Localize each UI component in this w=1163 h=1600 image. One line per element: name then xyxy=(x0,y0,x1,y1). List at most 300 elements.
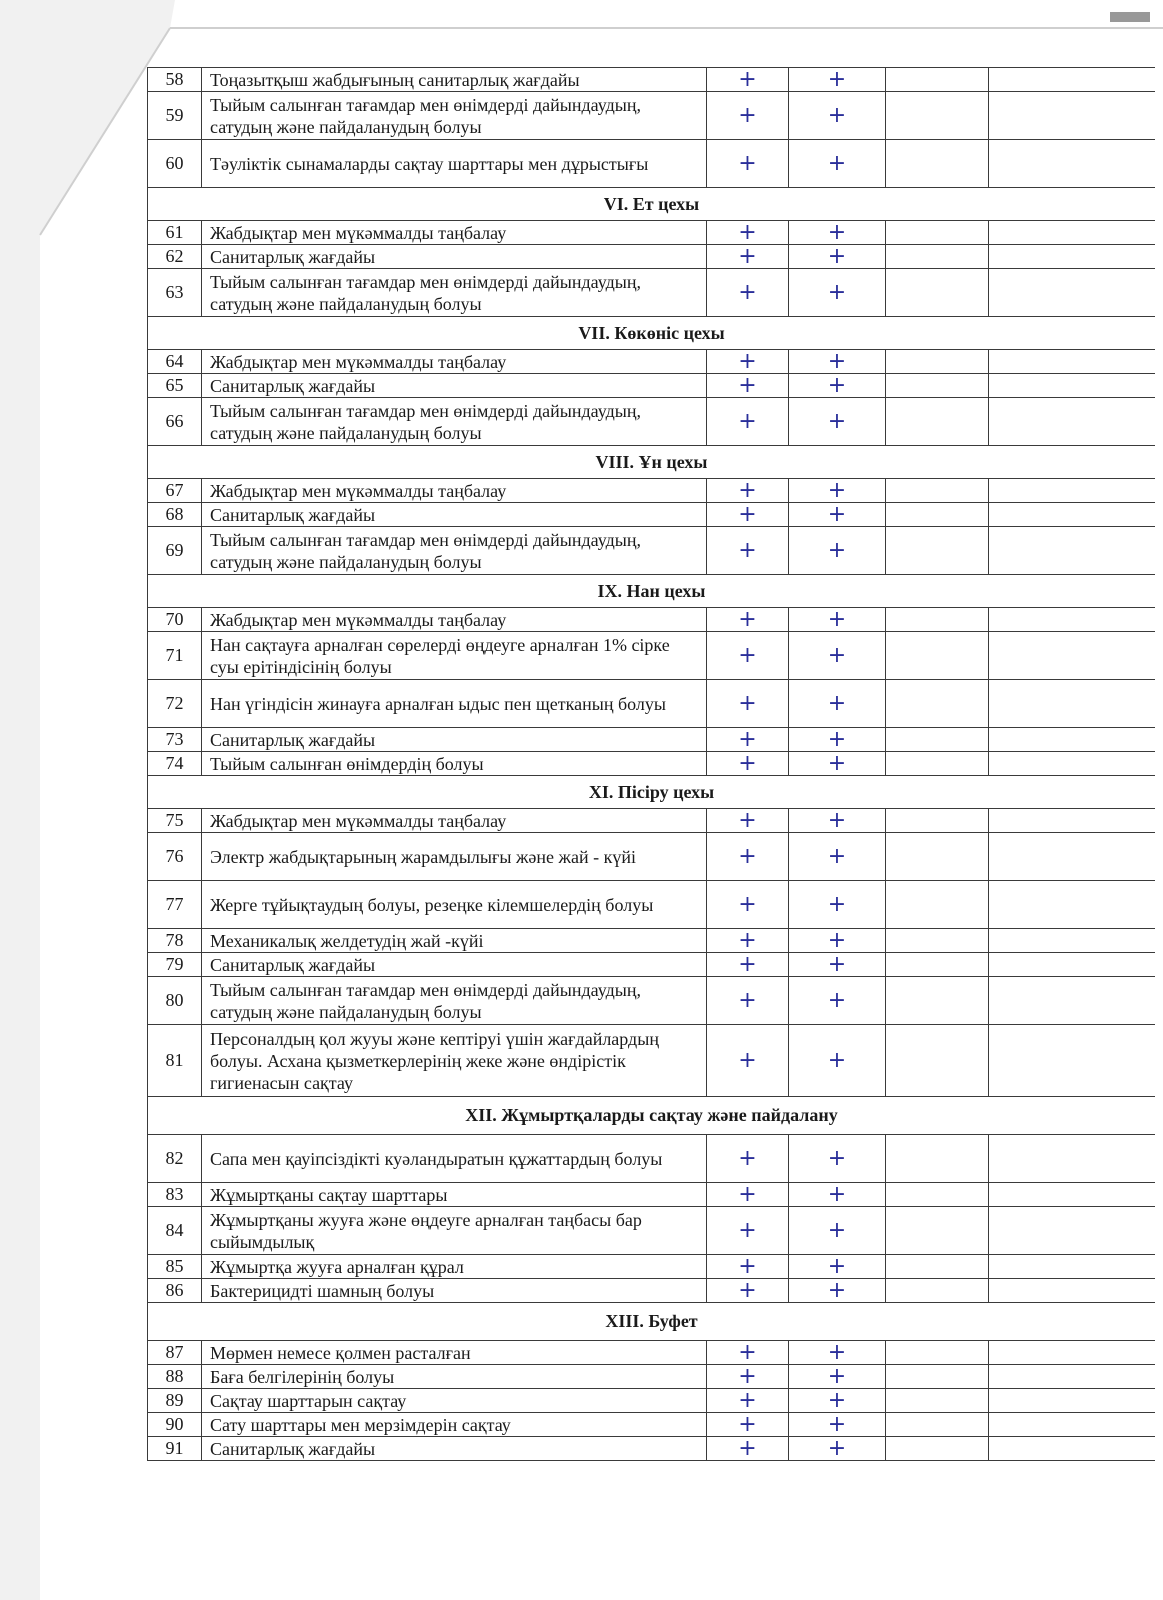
handwritten-plus-mark: + xyxy=(827,1047,847,1073)
handwritten-plus-mark: + xyxy=(827,243,847,269)
handwritten-plus-mark: + xyxy=(827,102,847,128)
empty-cell xyxy=(886,1437,989,1461)
table-row xyxy=(148,1413,1156,1437)
empty-cell xyxy=(886,728,989,752)
handwritten-plus-mark: + xyxy=(738,150,757,176)
row-number: 82 xyxy=(148,1135,202,1183)
handwritten-plus-mark: + xyxy=(738,1253,757,1279)
section-header-row xyxy=(148,776,1156,809)
empty-cell xyxy=(989,221,1156,245)
criterion-text: Нан сақтауға арналған сөрелерді өңдеуге арналған 1% сірке суы ерітіндісінің болуы xyxy=(202,632,707,680)
mark-cell-1 xyxy=(707,374,789,398)
mark-cell-1 xyxy=(707,833,789,881)
empty-cell xyxy=(989,1365,1156,1389)
section-header-row xyxy=(148,575,1156,608)
table-row xyxy=(148,752,1156,776)
row-number: 73 xyxy=(148,728,202,752)
row-number: 90 xyxy=(148,1413,202,1437)
section-header-row xyxy=(148,446,1156,479)
handwritten-plus-mark: + xyxy=(738,987,757,1013)
table-row xyxy=(148,92,1156,140)
mark-cell-1 xyxy=(707,245,789,269)
section-title: VIII. Ұн цехы xyxy=(148,446,1156,479)
mark-cell-2 xyxy=(789,1437,886,1461)
handwritten-plus-mark: + xyxy=(738,537,757,563)
row-number: 67 xyxy=(148,479,202,503)
inspection-checklist-table xyxy=(147,67,1155,1461)
handwritten-plus-mark: + xyxy=(738,102,757,128)
table-row xyxy=(148,479,1156,503)
criterion-text: Жұмыртқаны жууға және өңдеуге арналған таңбасы бар сыйымдылық xyxy=(202,1207,707,1255)
mark-cell-2 xyxy=(789,1413,886,1437)
handwritten-plus-mark: + xyxy=(827,927,847,953)
mark-cell-2 xyxy=(789,374,886,398)
handwritten-plus-mark: + xyxy=(738,348,757,374)
row-number: 85 xyxy=(148,1255,202,1279)
row-number: 61 xyxy=(148,221,202,245)
mark-cell-2 xyxy=(789,1279,886,1303)
mark-cell-1 xyxy=(707,221,789,245)
mark-cell-2 xyxy=(789,269,886,317)
empty-cell xyxy=(989,503,1156,527)
handwritten-plus-mark: + xyxy=(827,537,847,563)
handwritten-plus-mark: + xyxy=(738,642,757,668)
empty-cell xyxy=(989,953,1156,977)
empty-cell xyxy=(989,374,1156,398)
empty-cell xyxy=(886,1255,989,1279)
handwritten-plus-mark: + xyxy=(827,606,847,632)
empty-cell xyxy=(886,1341,989,1365)
mark-cell-2 xyxy=(789,92,886,140)
section-title: XI. Пісіру цехы xyxy=(148,776,1156,809)
empty-cell xyxy=(989,1279,1156,1303)
mark-cell-1 xyxy=(707,1341,789,1365)
handwritten-plus-mark: + xyxy=(738,66,757,92)
empty-cell xyxy=(886,881,989,929)
table-row xyxy=(148,1365,1156,1389)
row-number: 83 xyxy=(148,1183,202,1207)
mark-cell-1 xyxy=(707,1207,789,1255)
criterion-text: Санитарлық жағдайы xyxy=(202,728,707,752)
handwritten-plus-mark: + xyxy=(738,1277,757,1303)
mark-cell-1 xyxy=(707,269,789,317)
criterion-text: Жабдықтар мен мүкәммалды таңбалау xyxy=(202,608,707,632)
mark-cell-1 xyxy=(707,1135,789,1183)
empty-cell xyxy=(989,881,1156,929)
handwritten-plus-mark: + xyxy=(738,750,757,776)
handwritten-plus-mark: + xyxy=(827,1435,847,1461)
row-number: 78 xyxy=(148,929,202,953)
handwritten-plus-mark: + xyxy=(827,891,847,917)
handwritten-plus-mark: + xyxy=(738,279,757,305)
criterion-text: Санитарлық жағдайы xyxy=(202,1437,707,1461)
criterion-text: Персоналдың қол жууы және кептіруі үшін жағдайлардың болуы. Асхана қызметкерлерінің жеке және өндірістік гигиенасын сақтау xyxy=(202,1025,707,1097)
handwritten-plus-mark: + xyxy=(827,843,847,869)
criterion-text: Нан үгіндісін жинауға арналған ыдыс пен щетканың болуы xyxy=(202,680,707,728)
row-number: 91 xyxy=(148,1437,202,1461)
empty-cell xyxy=(886,1025,989,1097)
section-title: XIII. Буфет xyxy=(148,1303,1156,1341)
mark-cell-2 xyxy=(789,527,886,575)
mark-cell-2 xyxy=(789,929,886,953)
empty-cell xyxy=(989,527,1156,575)
criterion-text: Жабдықтар мен мүкәммалды таңбалау xyxy=(202,221,707,245)
mark-cell-1 xyxy=(707,1365,789,1389)
mark-cell-2 xyxy=(789,608,886,632)
mark-cell-2 xyxy=(789,350,886,374)
empty-cell xyxy=(886,1183,989,1207)
table-row xyxy=(148,929,1156,953)
table-row xyxy=(148,1437,1156,1461)
mark-cell-1 xyxy=(707,1183,789,1207)
empty-cell xyxy=(886,1207,989,1255)
row-number: 74 xyxy=(148,752,202,776)
criterion-text: Сату шарттары мен мерзімдерін сақтау xyxy=(202,1413,707,1437)
criterion-text: Тыйым салынған тағамдар мен өнімдерді дайындаудың, сатудың және пайдаланудың болуы xyxy=(202,92,707,140)
empty-cell xyxy=(886,398,989,446)
table-row xyxy=(148,1279,1156,1303)
criterion-text: Тыйым салынған тағамдар мен өнімдерді дайындаудың, сатудың және пайдаланудың болуы xyxy=(202,269,707,317)
empty-cell xyxy=(886,1365,989,1389)
handwritten-plus-mark: + xyxy=(738,927,757,953)
handwritten-plus-mark: + xyxy=(738,891,757,917)
handwritten-plus-mark: + xyxy=(827,1253,847,1279)
mark-cell-2 xyxy=(789,1025,886,1097)
empty-cell xyxy=(886,953,989,977)
empty-cell xyxy=(886,68,989,92)
mark-cell-2 xyxy=(789,398,886,446)
row-number: 59 xyxy=(148,92,202,140)
mark-cell-1 xyxy=(707,479,789,503)
empty-cell xyxy=(989,1389,1156,1413)
empty-cell xyxy=(989,977,1156,1025)
row-number: 60 xyxy=(148,140,202,188)
empty-cell xyxy=(989,809,1156,833)
empty-cell xyxy=(989,728,1156,752)
handwritten-plus-mark: + xyxy=(738,372,757,398)
handwritten-plus-mark: + xyxy=(738,1435,757,1461)
mark-cell-2 xyxy=(789,1365,886,1389)
criterion-text: Электр жабдықтарының жарамдылығы және жай - күйі xyxy=(202,833,707,881)
section-header-row xyxy=(148,188,1156,221)
handwritten-plus-mark: + xyxy=(738,606,757,632)
empty-cell xyxy=(886,245,989,269)
row-number: 64 xyxy=(148,350,202,374)
handwritten-plus-mark: + xyxy=(738,477,757,503)
handwritten-plus-mark: + xyxy=(738,1339,757,1365)
section-title: XII. Жұмыртқаларды сақтау және пайдалану xyxy=(148,1097,1156,1135)
empty-cell xyxy=(989,752,1156,776)
mark-cell-2 xyxy=(789,1341,886,1365)
empty-cell xyxy=(886,269,989,317)
empty-cell xyxy=(886,527,989,575)
mark-cell-2 xyxy=(789,1255,886,1279)
handwritten-plus-mark: + xyxy=(738,843,757,869)
handwritten-plus-mark: + xyxy=(827,1181,847,1207)
mark-cell-2 xyxy=(789,833,886,881)
empty-cell xyxy=(989,680,1156,728)
mark-cell-1 xyxy=(707,503,789,527)
handwritten-plus-mark: + xyxy=(827,150,847,176)
handwritten-plus-mark: + xyxy=(827,1387,847,1413)
mark-cell-2 xyxy=(789,1389,886,1413)
empty-cell xyxy=(886,929,989,953)
criterion-text: Жабдықтар мен мүкәммалды таңбалау xyxy=(202,809,707,833)
handwritten-plus-mark: + xyxy=(738,951,757,977)
table-row xyxy=(148,953,1156,977)
handwritten-plus-mark: + xyxy=(738,408,757,434)
mark-cell-1 xyxy=(707,1025,789,1097)
criterion-text: Жабдықтар мен мүкәммалды таңбалау xyxy=(202,479,707,503)
empty-cell xyxy=(989,350,1156,374)
handwritten-plus-mark: + xyxy=(827,750,847,776)
empty-cell xyxy=(989,68,1156,92)
handwritten-plus-mark: + xyxy=(827,501,847,527)
row-number: 72 xyxy=(148,680,202,728)
table-row xyxy=(148,1135,1156,1183)
mark-cell-2 xyxy=(789,245,886,269)
handwritten-plus-mark: + xyxy=(738,1217,757,1243)
row-number: 89 xyxy=(148,1389,202,1413)
handwritten-plus-mark: + xyxy=(827,477,847,503)
row-number: 68 xyxy=(148,503,202,527)
empty-cell xyxy=(886,977,989,1025)
criterion-text: Санитарлық жағдайы xyxy=(202,374,707,398)
table-row xyxy=(148,269,1156,317)
empty-cell xyxy=(989,245,1156,269)
mark-cell-1 xyxy=(707,527,789,575)
empty-cell xyxy=(989,1255,1156,1279)
mark-cell-1 xyxy=(707,728,789,752)
row-number: 70 xyxy=(148,608,202,632)
empty-cell xyxy=(886,833,989,881)
mark-cell-1 xyxy=(707,1437,789,1461)
mark-cell-1 xyxy=(707,680,789,728)
handwritten-plus-mark: + xyxy=(738,807,757,833)
mark-cell-2 xyxy=(789,1135,886,1183)
handwritten-plus-mark: + xyxy=(738,1047,757,1073)
mark-cell-2 xyxy=(789,479,886,503)
section-title: VI. Ет цехы xyxy=(148,188,1156,221)
empty-cell xyxy=(886,1279,989,1303)
handwritten-plus-mark: + xyxy=(827,642,847,668)
handwritten-plus-mark: + xyxy=(738,726,757,752)
handwritten-plus-mark: + xyxy=(827,348,847,374)
table-row xyxy=(148,374,1156,398)
handwritten-plus-mark: + xyxy=(827,279,847,305)
empty-cell xyxy=(886,809,989,833)
handwritten-plus-mark: + xyxy=(738,1363,757,1389)
mark-cell-1 xyxy=(707,752,789,776)
handwritten-plus-mark: + xyxy=(827,1217,847,1243)
empty-cell xyxy=(886,350,989,374)
empty-cell xyxy=(989,398,1156,446)
mark-cell-1 xyxy=(707,881,789,929)
mark-cell-2 xyxy=(789,953,886,977)
row-number: 71 xyxy=(148,632,202,680)
mark-cell-1 xyxy=(707,68,789,92)
empty-cell xyxy=(886,140,989,188)
criterion-text: Тәуліктік сынамаларды сақтау шарттары мен дұрыстығы xyxy=(202,140,707,188)
table-row xyxy=(148,833,1156,881)
table-row xyxy=(148,809,1156,833)
mark-cell-1 xyxy=(707,1389,789,1413)
handwritten-plus-mark: + xyxy=(738,501,757,527)
empty-cell xyxy=(989,1413,1156,1437)
mark-cell-2 xyxy=(789,503,886,527)
mark-cell-2 xyxy=(789,1183,886,1207)
mark-cell-2 xyxy=(789,809,886,833)
empty-cell xyxy=(989,608,1156,632)
empty-cell xyxy=(886,374,989,398)
criterion-text: Жұмыртқаны сақтау шарттары xyxy=(202,1183,707,1207)
criterion-text: Сақтау шарттарын сақтау xyxy=(202,1389,707,1413)
table-row xyxy=(148,350,1156,374)
row-number: 65 xyxy=(148,374,202,398)
empty-cell xyxy=(989,1025,1156,1097)
mark-cell-1 xyxy=(707,608,789,632)
mark-cell-2 xyxy=(789,881,886,929)
section-header-row xyxy=(148,1303,1156,1341)
empty-cell xyxy=(886,479,989,503)
handwritten-plus-mark: + xyxy=(738,1145,757,1171)
handwritten-plus-mark: + xyxy=(738,690,757,716)
table-row xyxy=(148,1207,1156,1255)
empty-cell xyxy=(989,479,1156,503)
table-row xyxy=(148,881,1156,929)
criterion-text: Сапа мен қауіпсіздікті куәландыратын құжаттардың болуы xyxy=(202,1135,707,1183)
empty-cell xyxy=(886,1413,989,1437)
criterion-text: Тыйым салынған өнімдердің болуы xyxy=(202,752,707,776)
handwritten-plus-mark: + xyxy=(827,1145,847,1171)
table-row xyxy=(148,398,1156,446)
empty-cell xyxy=(989,929,1156,953)
mark-cell-1 xyxy=(707,929,789,953)
row-number: 58 xyxy=(148,68,202,92)
mark-cell-2 xyxy=(789,977,886,1025)
table-row xyxy=(148,1341,1156,1365)
mark-cell-1 xyxy=(707,632,789,680)
empty-cell xyxy=(989,92,1156,140)
handwritten-plus-mark: + xyxy=(827,372,847,398)
handwritten-plus-mark: + xyxy=(827,690,847,716)
handwritten-plus-mark: + xyxy=(738,219,757,245)
mark-cell-1 xyxy=(707,1279,789,1303)
row-number: 81 xyxy=(148,1025,202,1097)
handwritten-plus-mark: + xyxy=(827,1363,847,1389)
mark-cell-1 xyxy=(707,1413,789,1437)
mark-cell-2 xyxy=(789,632,886,680)
criterion-text: Тыйым салынған тағамдар мен өнімдерді дайындаудың, сатудың және пайдаланудың болуы xyxy=(202,527,707,575)
section-header-row xyxy=(148,317,1156,350)
criterion-text: Механикалық желдетудің жай -күйі xyxy=(202,929,707,953)
row-number: 63 xyxy=(148,269,202,317)
criterion-text: Санитарлық жағдайы xyxy=(202,503,707,527)
handwritten-plus-mark: + xyxy=(827,726,847,752)
row-number: 84 xyxy=(148,1207,202,1255)
handwritten-plus-mark: + xyxy=(827,219,847,245)
table-row xyxy=(148,728,1156,752)
section-header-row xyxy=(148,1097,1156,1135)
table-row xyxy=(148,245,1156,269)
handwritten-plus-mark: + xyxy=(827,1411,847,1437)
row-number: 75 xyxy=(148,809,202,833)
row-number: 66 xyxy=(148,398,202,446)
row-number: 86 xyxy=(148,1279,202,1303)
criterion-text: Мөрмен немесе қолмен расталған xyxy=(202,1341,707,1365)
empty-cell xyxy=(886,503,989,527)
mark-cell-2 xyxy=(789,728,886,752)
criterion-text: Санитарлық жағдайы xyxy=(202,953,707,977)
mark-cell-1 xyxy=(707,140,789,188)
handwritten-plus-mark: + xyxy=(738,1181,757,1207)
criterion-text: Тыйым салынған тағамдар мен өнімдерді дайындаудың, сатудың және пайдаланудың болуы xyxy=(202,977,707,1025)
handwritten-plus-mark: + xyxy=(827,807,847,833)
empty-cell xyxy=(886,1389,989,1413)
empty-cell xyxy=(886,680,989,728)
table-row xyxy=(148,1389,1156,1413)
empty-cell xyxy=(886,608,989,632)
table-row xyxy=(148,527,1156,575)
handwritten-plus-mark: + xyxy=(827,1277,847,1303)
empty-cell xyxy=(989,1135,1156,1183)
table-row xyxy=(148,680,1156,728)
criterion-text: Тоңазытқыш жабдығының санитарлық жағдайы xyxy=(202,68,707,92)
handwritten-plus-mark: + xyxy=(827,987,847,1013)
empty-cell xyxy=(886,92,989,140)
row-number: 69 xyxy=(148,527,202,575)
criterion-text: Санитарлық жағдайы xyxy=(202,245,707,269)
mark-cell-2 xyxy=(789,1207,886,1255)
row-number: 76 xyxy=(148,833,202,881)
criterion-text: Жұмыртқа жууға арналған құрал xyxy=(202,1255,707,1279)
empty-cell xyxy=(989,1183,1156,1207)
section-title: IX. Нан цехы xyxy=(148,575,1156,608)
section-title: VII. Көкөніс цехы xyxy=(148,317,1156,350)
table-row xyxy=(148,977,1156,1025)
table-row xyxy=(148,1183,1156,1207)
handwritten-plus-mark: + xyxy=(738,1387,757,1413)
mark-cell-2 xyxy=(789,140,886,188)
mark-cell-2 xyxy=(789,752,886,776)
empty-cell xyxy=(989,632,1156,680)
mark-cell-1 xyxy=(707,92,789,140)
row-number: 79 xyxy=(148,953,202,977)
handwritten-plus-mark: + xyxy=(827,951,847,977)
criterion-text: Жабдықтар мен мүкәммалды таңбалау xyxy=(202,350,707,374)
empty-cell xyxy=(886,1135,989,1183)
table-row xyxy=(148,68,1156,92)
handwritten-plus-mark: + xyxy=(827,408,847,434)
table-row xyxy=(148,1025,1156,1097)
handwritten-plus-mark: + xyxy=(738,243,757,269)
mark-cell-1 xyxy=(707,1255,789,1279)
empty-cell xyxy=(989,833,1156,881)
criterion-text: Баға белгілерінің болуы xyxy=(202,1365,707,1389)
empty-cell xyxy=(989,269,1156,317)
mark-cell-1 xyxy=(707,953,789,977)
row-number: 77 xyxy=(148,881,202,929)
mark-cell-2 xyxy=(789,680,886,728)
mark-cell-1 xyxy=(707,809,789,833)
table-row xyxy=(148,608,1156,632)
table-row xyxy=(148,632,1156,680)
handwritten-plus-mark: + xyxy=(738,1411,757,1437)
criterion-text: Бактерицидті шамның болуы xyxy=(202,1279,707,1303)
table-row xyxy=(148,221,1156,245)
table-row xyxy=(148,140,1156,188)
handwritten-plus-mark: + xyxy=(827,66,847,92)
